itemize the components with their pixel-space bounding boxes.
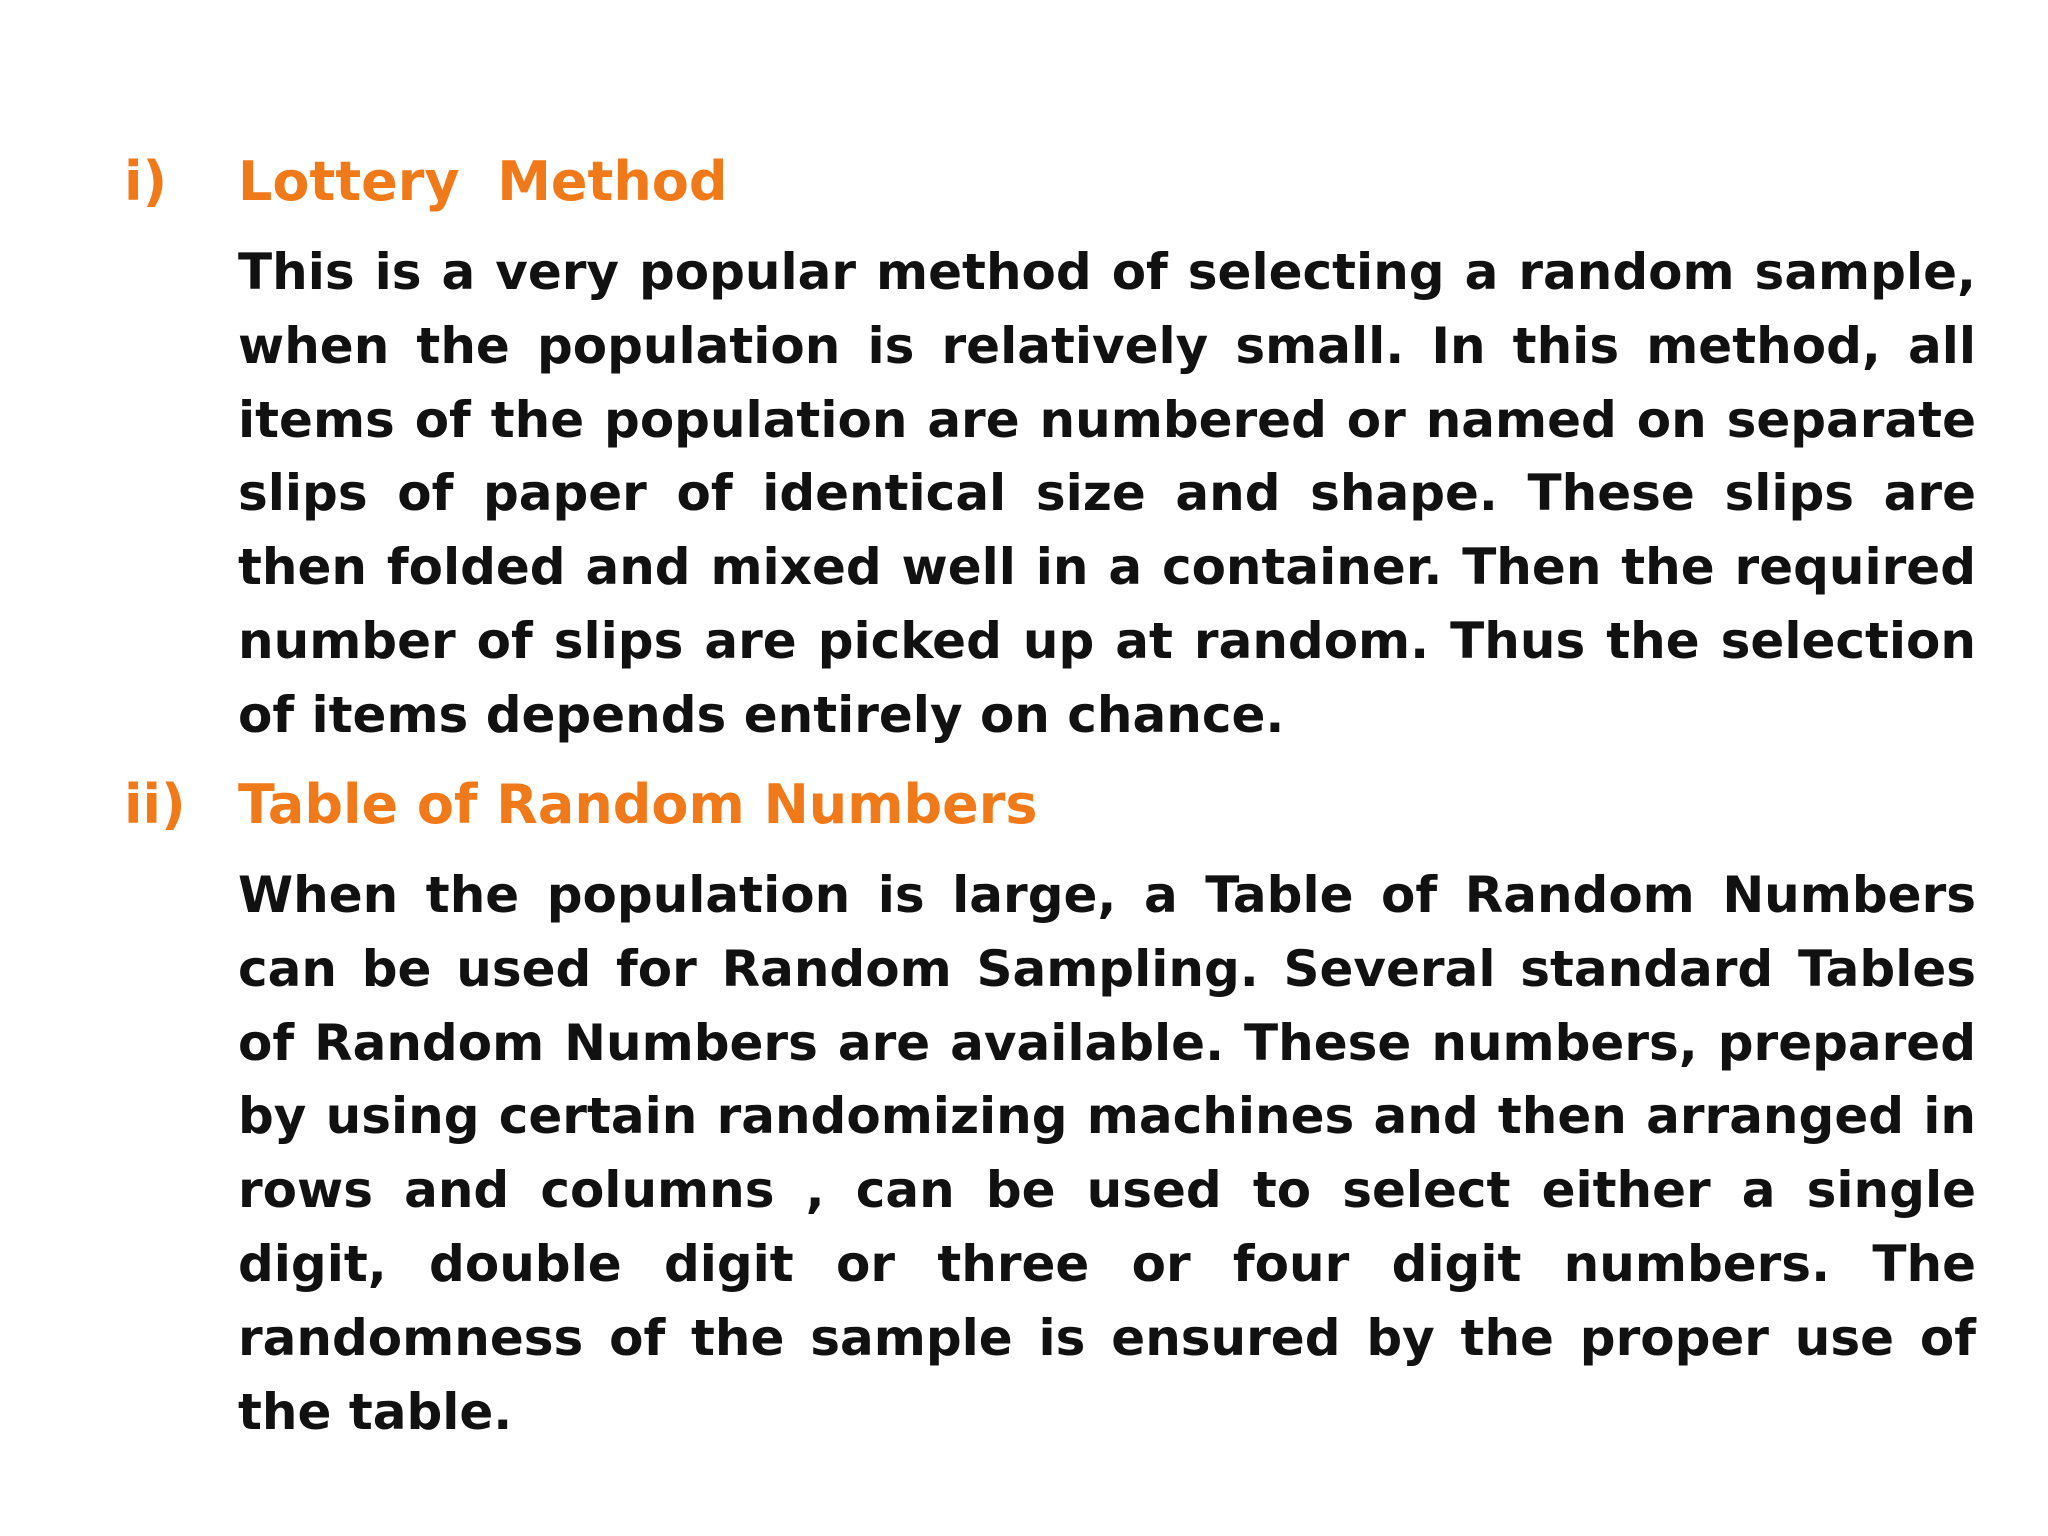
section-2-body: When the population is large, a Table of Random Numbers can be used for Random Sampling. Several standard Tables of Random Numbers are available. These numbers, prepared by using certain randomizing machines and then arranged in rows and columns , can be used to select either a single digit, double digit or three or four digit numbers. The randomness of the sample is ensured by the proper use of the table. [238,866,1976,1441]
section-2-heading: Table of Random Numbers [238,773,1038,836]
section-1-body: This is a very popular method of selecting a random sample, when the population is relatively small. In this method, all items of the population are numbered or named on separate slips of paper of identical size and shape. These slips are then folded and mixed well in a container. Then the required number of slips are picked up at random. Thus the selection of items depends entirely on chance. [238,243,1976,744]
section-2-marker: ii) [124,773,186,836]
section-1-marker: i) [124,150,168,213]
section-1-heading: Lottery Method [238,150,728,213]
